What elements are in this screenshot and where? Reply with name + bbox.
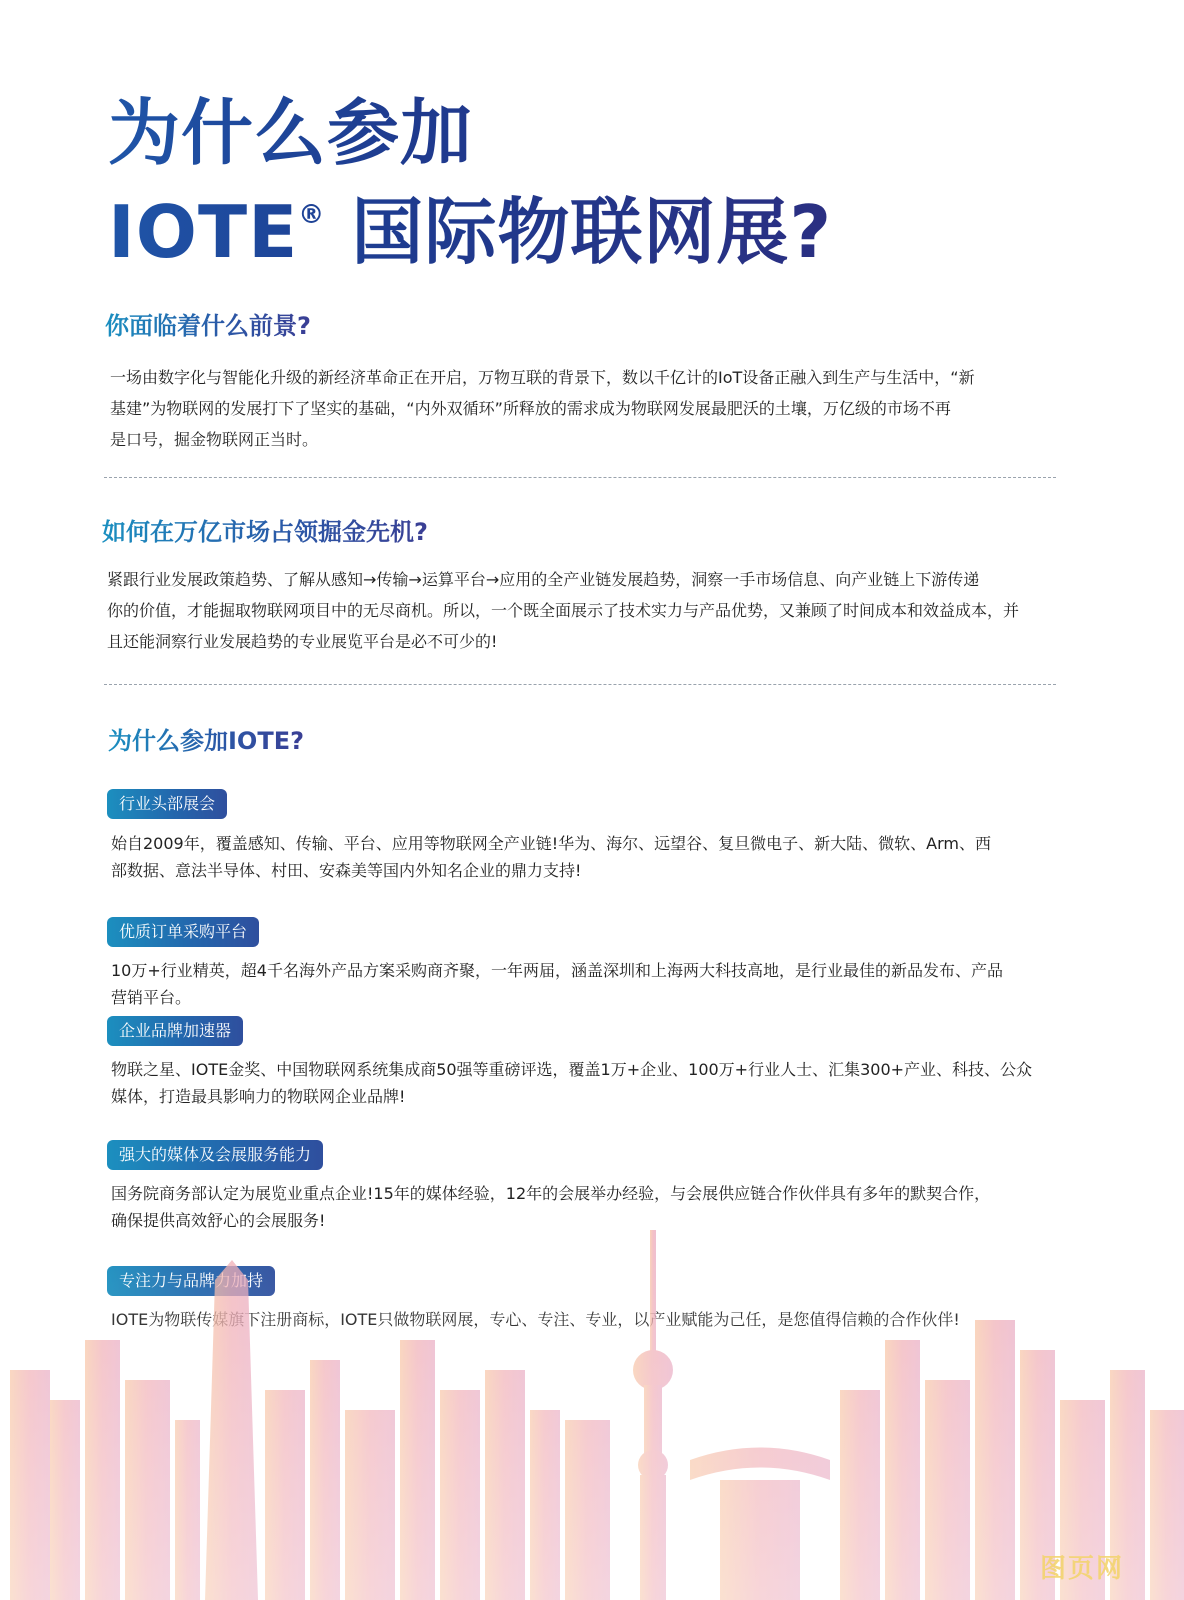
watermark-logo: 图页网 — [1040, 1554, 1125, 1584]
city-skyline-illustration — [0, 1220, 1184, 1600]
item-body-procurement-platform — [111, 957, 1003, 1011]
paragraph-line: 始自2009年，覆盖感知、传输、平台、应用等物联网全产业链!华为、海尔、远望谷、复旦微电子、新大陆、微软、Arm、西 — [111, 834, 991, 853]
item-body-industry-leading — [111, 830, 991, 884]
tag-brand-accelerator: 企业品牌加速器 — [107, 1016, 243, 1046]
paragraph-line: 一场由数字化与智能化升级的新经济革命正在开启，万物互联的背景下，数以千亿计的IoT设备正融入到生产与生活中，“新 — [110, 368, 975, 387]
dashed-divider — [104, 477, 1056, 478]
title-brand: IOTE — [108, 190, 299, 274]
item-body-brand-accelerator — [111, 1056, 1032, 1110]
paragraph-line: 物联之星、IOTE金奖、中国物联网系统集成商50强等重磅评选，覆盖1万+企业、100万+行业人士、汇集300+产业、科技、公众 — [111, 1060, 1033, 1079]
section-heading-opportunity: 如何在万亿市场占领掘金先机? — [102, 518, 428, 546]
title-line-2: 国际物联网展? — [325, 190, 833, 274]
tag-media-services: 强大的媒体及会展服务能力 — [107, 1140, 323, 1170]
paragraph-line: 营销平台。 — [111, 988, 192, 1007]
section-prospects-body — [110, 362, 975, 455]
tag-industry-leading: 行业头部展会 — [107, 789, 227, 819]
paragraph-line: 是口号，掘金物联网正当时。 — [110, 430, 319, 449]
paragraph-line: 媒体，打造最具影响力的物联网企业品牌! — [111, 1087, 406, 1106]
paragraph-line: 基建”为物联网的发展打下了坚实的基础，“内外双循环”所释放的需求成为物联网发展最肥沃的土壤，万亿级的市场不再 — [110, 399, 951, 418]
title-line-1: 为什么参加 — [108, 91, 474, 175]
paragraph-line: 部数据、意法半导体、村田、安森美等国内外知名企业的鼎力支持! — [111, 861, 582, 880]
paragraph-line: 你的价值，才能掘取物联网项目中的无尽商机。所以，一个既全面展示了技术实力与产品优势，又兼顾了时间成本和效益成本，并 — [107, 601, 1020, 620]
section-heading-why-iote: 为什么参加IOTE? — [108, 727, 305, 755]
paragraph-line: 10万+行业精英，超4千名海外产品方案采购商齐聚，一年两届，涵盖深圳和上海两大科技高地，是行业最佳的新品发布、产品 — [111, 961, 1003, 980]
paragraph-line: 国务院商务部认定为展览业重点企业!15年的媒体经验，12年的会展举办经验，与会展供应链合作伙伴具有多年的默契合作， — [111, 1184, 991, 1203]
paragraph-line: 且还能洞察行业发展趋势的专业展览平台是必不可少的! — [107, 632, 498, 651]
registered-mark: ® — [298, 200, 326, 230]
section-heading-prospects: 你面临着什么前景? — [105, 312, 311, 340]
paragraph-line: 紧跟行业发展政策趋势、了解从感知→传输→运算平台→应用的全产业链发展趋势，洞察一手市场信息、向产业链上下游传递 — [107, 570, 980, 589]
page-title — [108, 92, 832, 273]
dashed-divider — [104, 684, 1056, 685]
section-opportunity-body — [107, 564, 1019, 657]
tag-procurement-platform: 优质订单采购平台 — [107, 917, 259, 947]
